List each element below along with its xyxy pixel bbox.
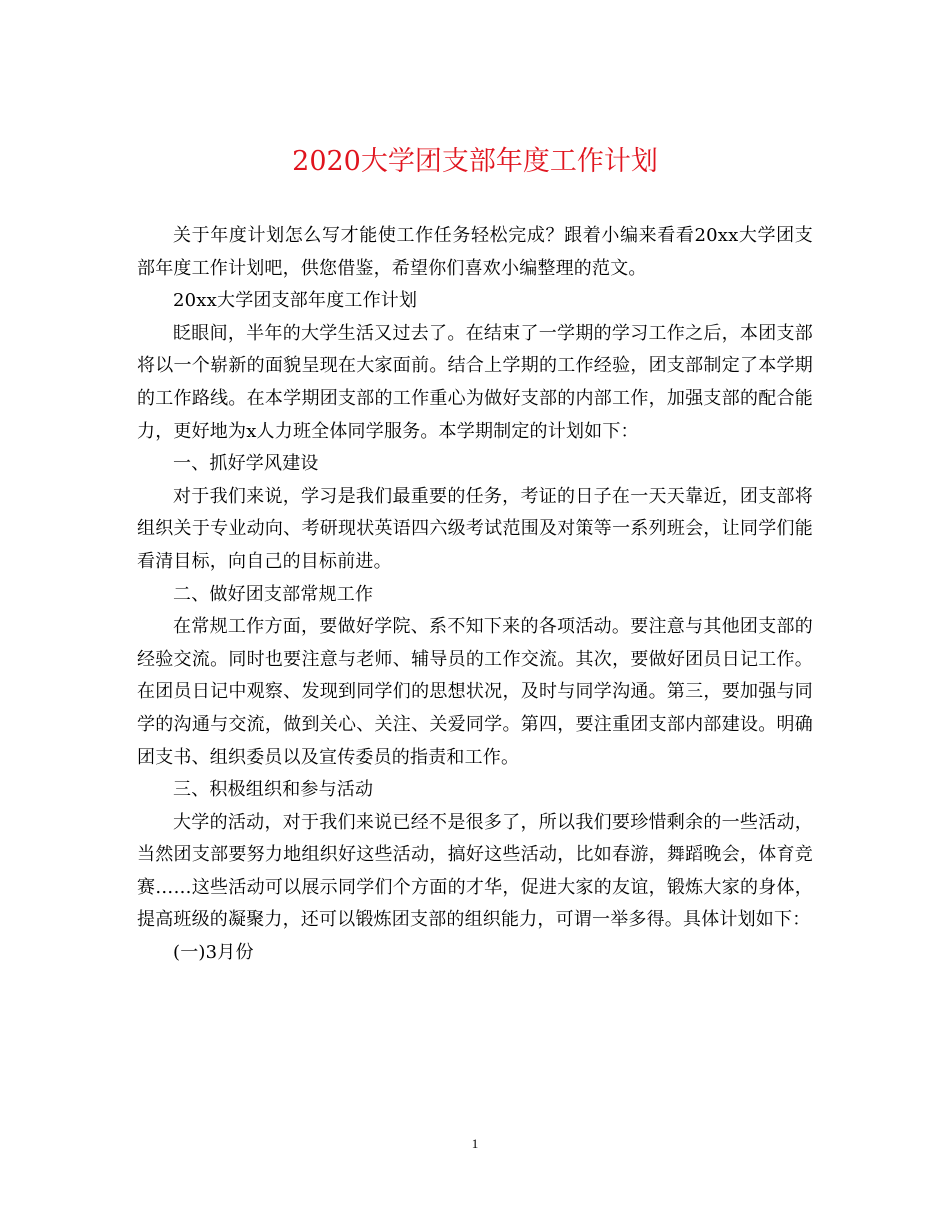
- body-paragraph: 大学的活动，对于我们来说已经不是很多了，所以我们要珍惜剩余的一些活动，当然团支部要努力地组织好这些活动，搞好这些活动，比如春游，舞蹈晚会，体育竞赛……这些活动可以展示同学们个方面的才华，促进大家的友谊，锻炼大家的身体，提高班级的凝聚力，还可以锻炼团支部的组织能力，可谓一举多得。具体计划如下：: [137, 811, 813, 931]
- body-paragraph: 眨眼间，半年的大学生活又过去了。在结束了一学期的学习工作之后，本团支部将以一个崭新的面貌呈现在大家面前。结合上学期的工作经验，团支部制定了本学期的工作路线。在本学期团支部的工作重心为做好支部的内部工作，加强支部的配合能力，更好地为x人力班全体同学服务。本学期制定的计划如下：: [137, 322, 813, 442]
- sub-heading-march: (一)3月份: [173, 942, 254, 964]
- document-body: [137, 220, 813, 970]
- intro-paragraph: 关于年度计划怎么写才能使工作任务轻松完成？跟着小编来看看20xx大学团支部年度工作计划吧，供您借鉴，希望你们喜欢小编整理的范文。: [137, 225, 813, 279]
- body-paragraph: 在常规工作方面，要做好学院、系不知下来的各项活动。要注意与其他团支部的经验交流。同时也要注意与老师、辅导员的工作交流。其次，要做好团员日记工作。在团员日记中观察、发现到同学们的思想状况，及时与同学沟通。第三，要加强与同学的沟通与交流，做到关心、关注、关爱同学。第四，要注重团支部内部建设。明确团支书、组织委员以及宣传委员的指责和工作。: [137, 616, 813, 768]
- document-title: 2020大学团支部年度工作计划: [292, 146, 658, 177]
- section-heading-3: 三、积极组织和参与活动: [173, 779, 374, 801]
- body-paragraph: 对于我们来说，学习是我们最重要的任务，考证的日子在一天天靠近，团支部将组织关于专业动向、考研现状英语四六级考试范围及对策等一系列班会，让同学们能看清目标，向自己的目标前进。: [137, 485, 813, 572]
- subtitle-line: 20xx大学团支部年度工作计划: [173, 290, 418, 312]
- section-heading-2: 二、做好团支部常规工作: [173, 583, 374, 605]
- page-number: 1: [471, 1136, 479, 1151]
- section-heading-1: 一、抓好学风建设: [173, 453, 319, 475]
